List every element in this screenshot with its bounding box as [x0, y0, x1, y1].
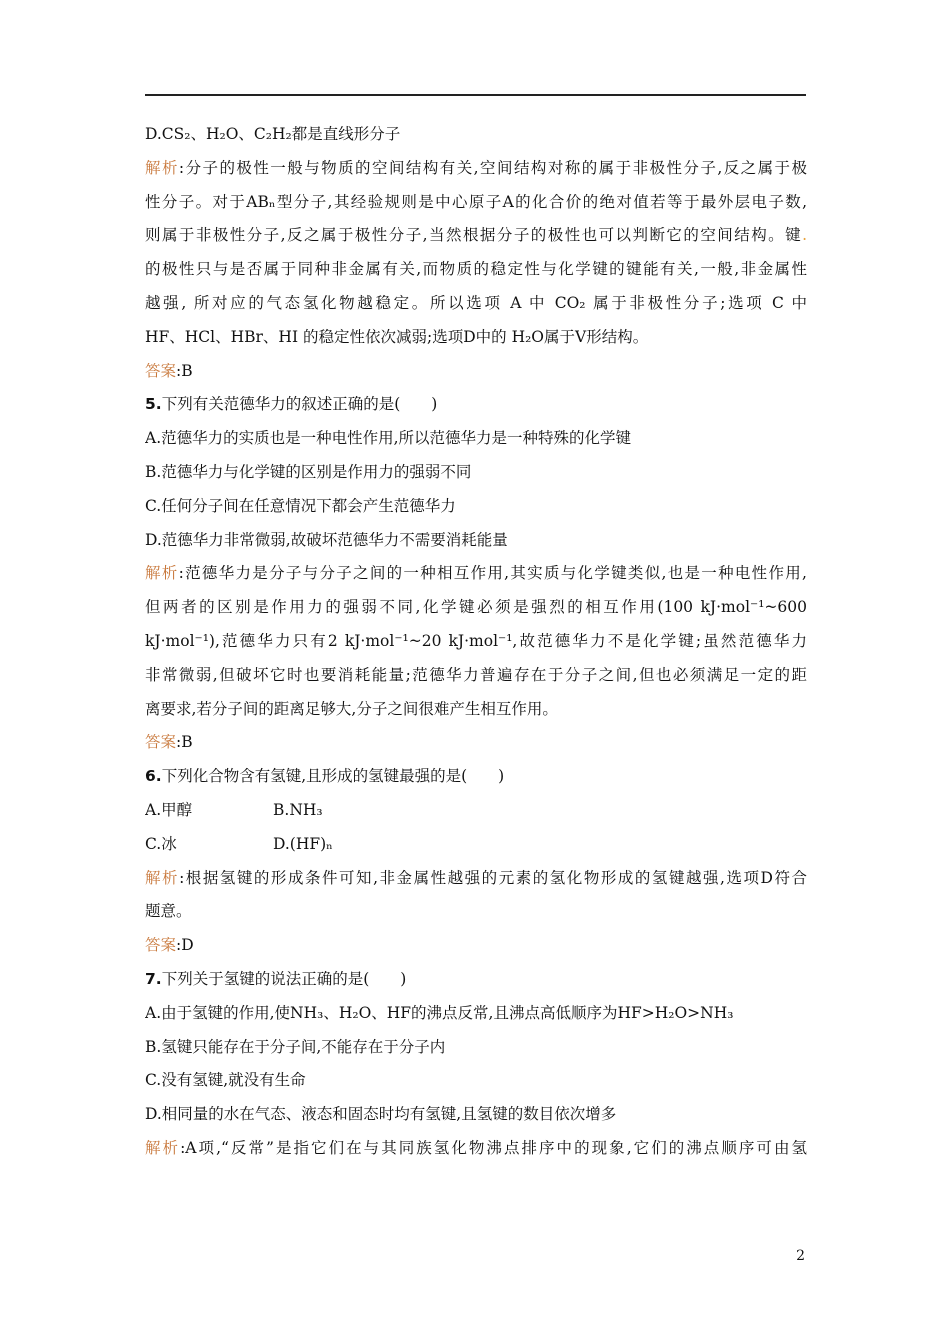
analysis-label: 解析 — [145, 1138, 181, 1157]
q6-options-row-2 — [145, 828, 807, 862]
q6-options-row-1 — [145, 794, 807, 828]
analysis-line: HF、HCl、HBr、HI 的稳定性依次减弱;选项D中的 H₂O属于V形结构。 — [145, 327, 649, 346]
question-number: 6. — [145, 767, 162, 786]
q7-option-c: C.没有氢键,就没有生命 — [145, 1071, 306, 1090]
analysis-line: 性分子。对于ABₙ型分子,其经验规则是中心原子A的化合价的绝对值若等于最外层电子数, — [145, 192, 807, 211]
question-5-stem: 5.下列有关范德华力的叙述正确的是( ) — [145, 395, 438, 414]
analysis-line: 解析:A项,“反常”是指它们在与其同族氢化物沸点排序中的现象,它们的沸点顺序可由氢 — [145, 1138, 807, 1157]
q6-option-b: B.NH₃ — [273, 800, 323, 819]
answer-label: 答案 — [145, 361, 177, 380]
q6-option-c: C.冰 — [145, 834, 177, 853]
option-d: D.CS₂、H₂O、C₂H₂都是直线形分子 — [145, 125, 401, 143]
answer-line: 答案:B — [145, 361, 193, 380]
analysis-line: 但两者的区别是作用力的强弱不同,化学键必须是强烈的相互作用(100 kJ·mol⁻¹~600 — [145, 598, 807, 617]
answer-line: 答案:D — [145, 936, 194, 955]
q7-option-d: D.相同量的水在气态、液态和固态时均有氢键,且氢键的数目依次增多 — [145, 1105, 617, 1124]
q6-option-d: D.(HF)ₙ — [273, 834, 333, 853]
analysis-line: 越强, 所对应的气态氢化物越稳定。所以选项 A 中 CO₂ 属于非极性分子;选项 C 中 — [145, 293, 807, 312]
answer-line: 答案:B — [145, 733, 193, 752]
q5-option-d: D.范德华力非常微弱,故破坏范德华力不需要消耗能量 — [145, 530, 508, 549]
question-number: 5. — [145, 395, 162, 414]
answer-label: 答案 — [145, 733, 177, 752]
analysis-line: 的极性只与是否属于同种非金属有关,而物质的稳定性与化学键的键能有关,一般,非金属性 — [145, 260, 807, 279]
document-body — [145, 118, 807, 1166]
analysis-label: 解析 — [145, 868, 180, 887]
analysis-label: 解析 — [145, 564, 179, 583]
q7-option-a: A.由于氢键的作用,使NH₃、H₂O、HF的沸点反常,且沸点高低顺序为HF>H₂O>NH₃ — [145, 1003, 734, 1022]
analysis-label: 解析 — [145, 158, 179, 177]
analysis-line: 解析:分子的极性一般与物质的空间结构有关,空间结构对称的属于非极性分子,反之属于极 — [145, 158, 807, 177]
analysis-line: kJ·mol⁻¹),范德华力只有2 kJ·mol⁻¹~20 kJ·mol⁻¹,故范德华力不是化学键;虽然范德华力 — [145, 631, 807, 650]
question-7-stem: 7.下列关于氢键的说法正确的是( ) — [145, 969, 407, 988]
q5-option-a: A.范德华力的实质也是一种电性作用,所以范德华力是一种特殊的化学键 — [145, 429, 632, 448]
question-number: 7. — [145, 969, 162, 988]
analysis-line: 解析:根据氢键的形成条件可知,非金属性越强的元素的氢化物形成的氢键越强,选项D符合 — [145, 868, 807, 887]
answer-label: 答案 — [145, 936, 177, 955]
q5-option-b: B.范德华力与化学键的区别是作用力的强弱不同 — [145, 462, 472, 481]
q5-option-c: C.任何分子间在任意情况下都会产生范德华力 — [145, 496, 456, 515]
question-6-stem: 6.下列化合物含有氢键,且形成的氢键最强的是( ) — [145, 767, 505, 786]
analysis-line: 则属于非极性分子,反之属于极性分子,当然根据分子的极性也可以判断它的空间结构。键. — [145, 226, 807, 245]
q6-option-a: A.甲醇 — [145, 800, 193, 819]
analysis-line: 题意。 — [145, 902, 192, 921]
analysis-line: 离要求,若分子间的距离足够大,分子之间很难产生相互作用。 — [145, 699, 558, 718]
analysis-line: 解析:范德华力是分子与分子之间的一种相互作用,其实质与化学键类似,也是一种电性作用, — [145, 564, 807, 583]
analysis-line: 非常微弱,但破坏它时也要消耗能量;范德华力普遍存在于分子之间,但也必须满足一定的距 — [145, 665, 807, 684]
q7-option-b: B.氢键只能存在于分子间,不能存在于分子内 — [145, 1037, 446, 1056]
page-number: 2 — [796, 1248, 805, 1264]
header-rule — [145, 94, 806, 96]
